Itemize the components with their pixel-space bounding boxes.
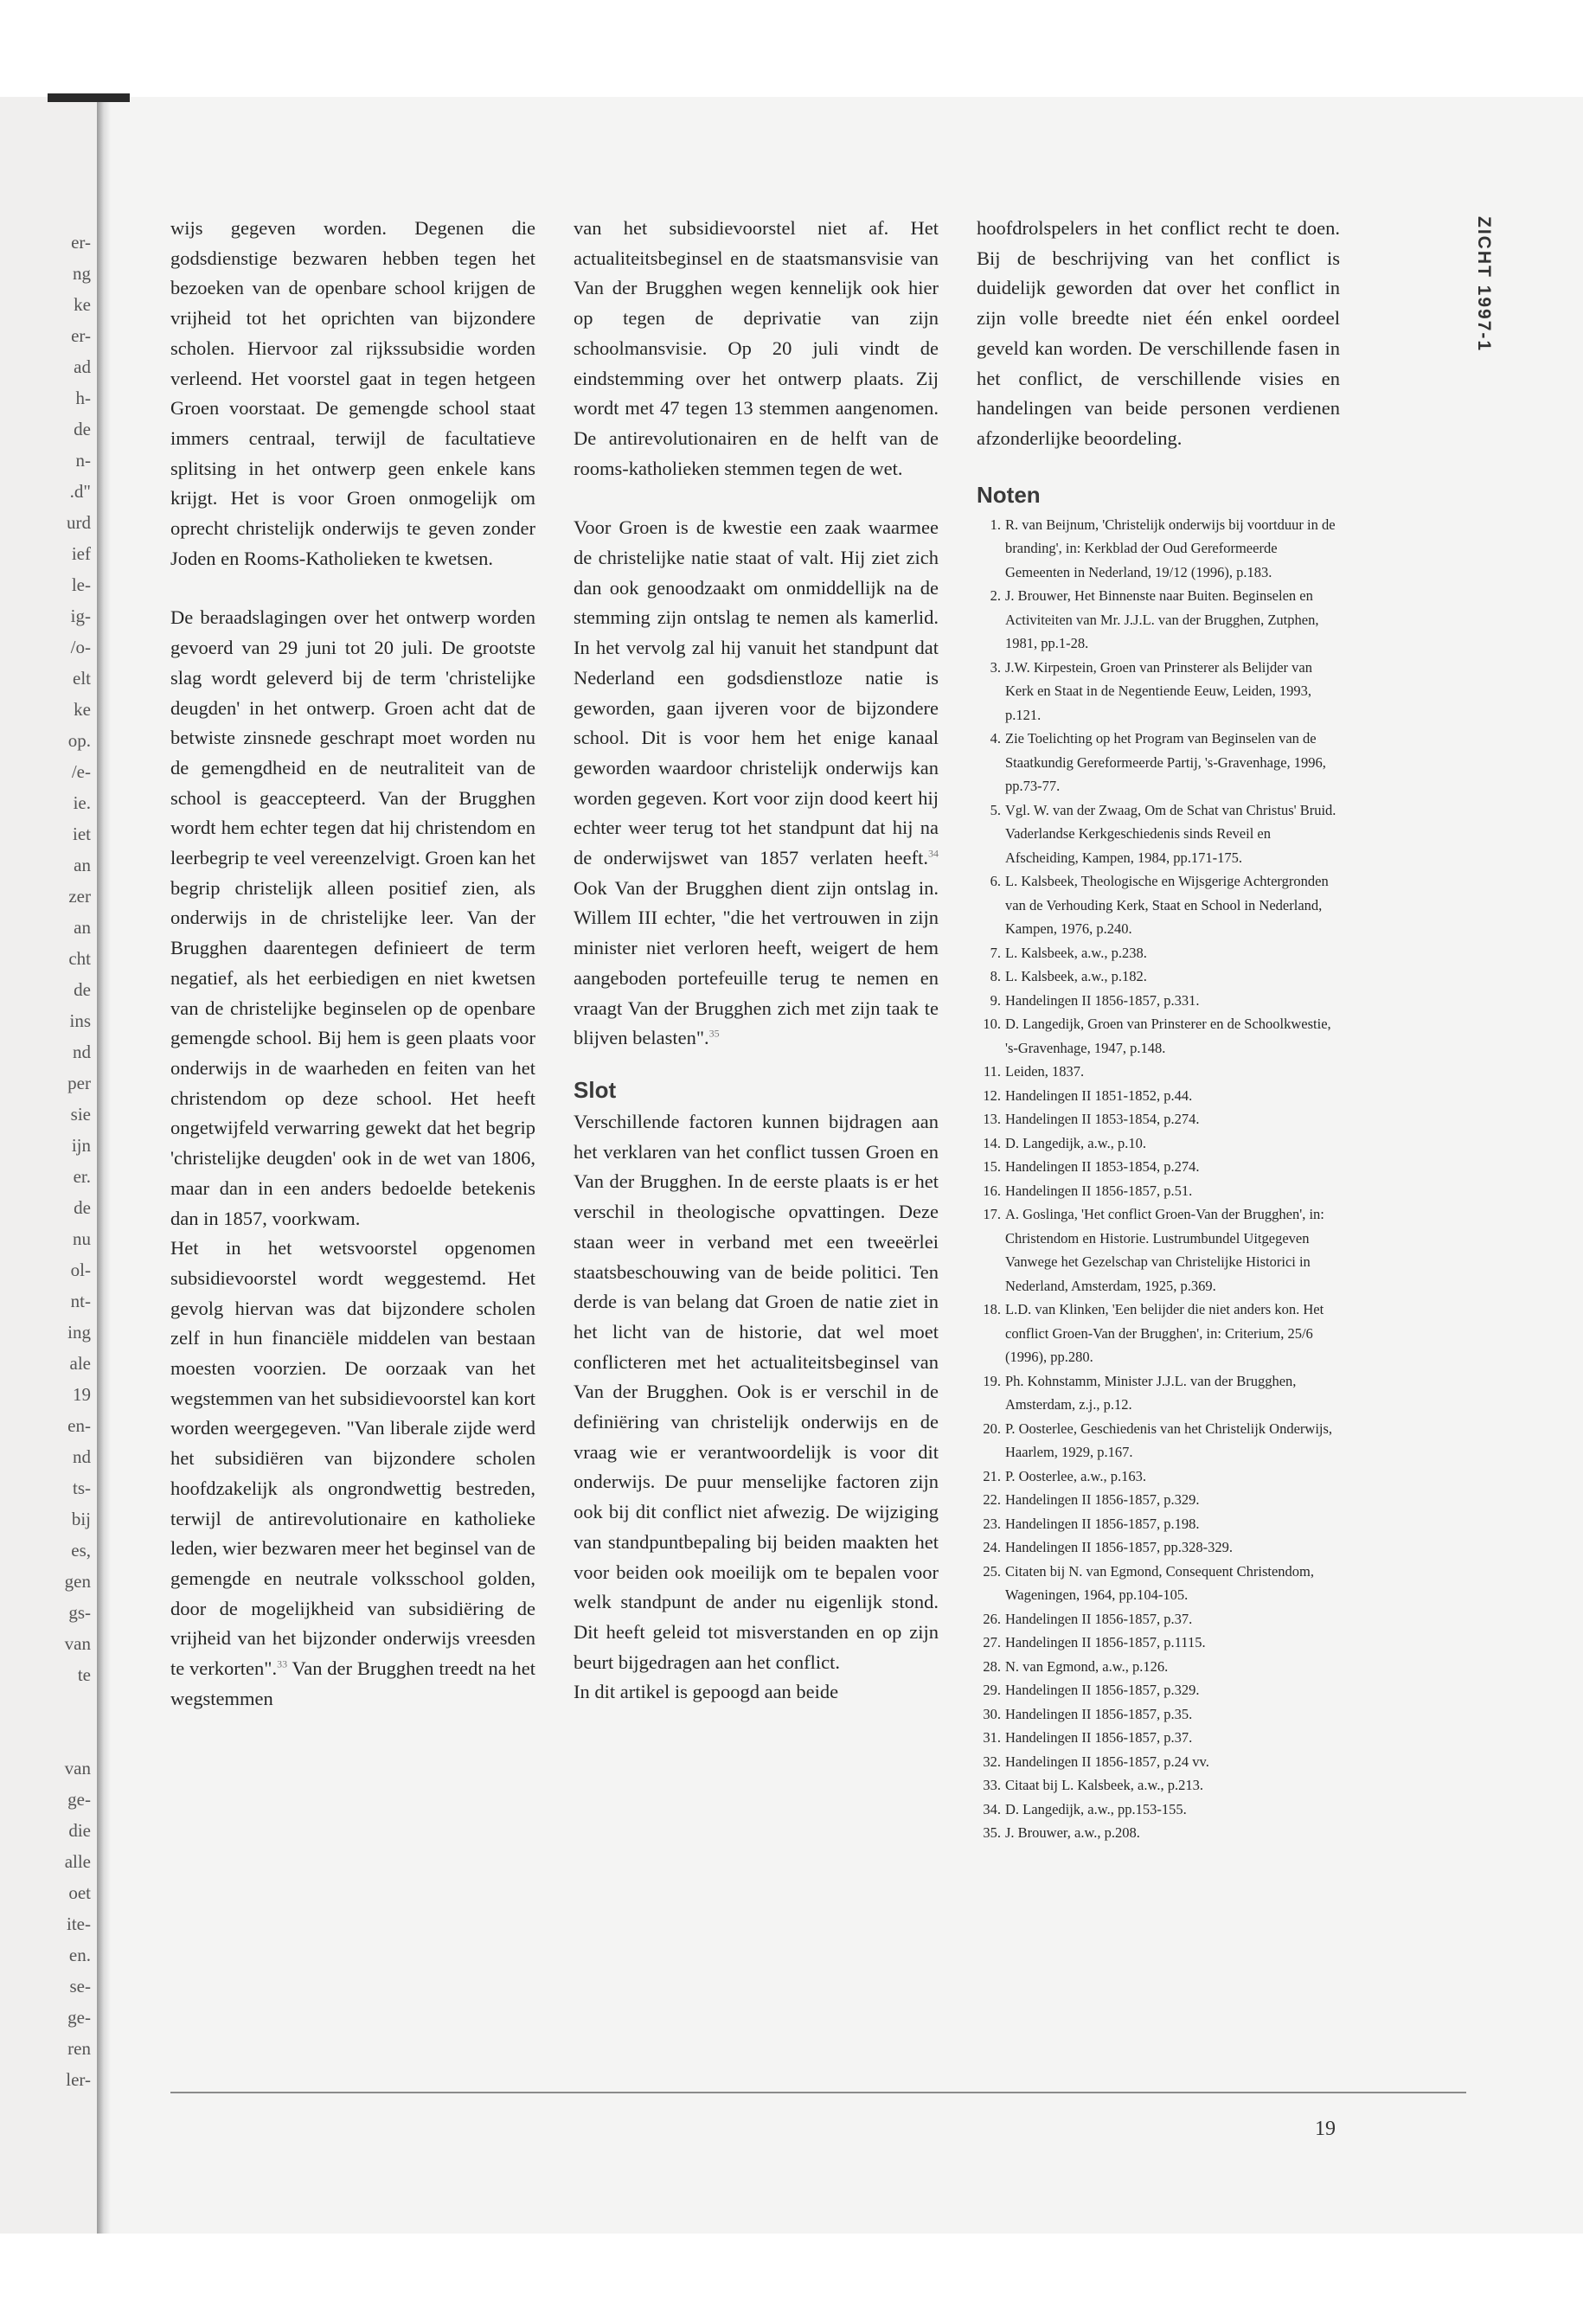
note-number: 11. — [983, 1063, 1001, 1080]
previous-page-fragment: h- — [75, 388, 91, 408]
previous-page-fragment: ijn — [71, 1135, 91, 1156]
note-number: 27. — [983, 1634, 1001, 1651]
note-item — [977, 1060, 1340, 1084]
note-item — [977, 1535, 1340, 1560]
note-item — [977, 1678, 1340, 1702]
note-number: 18. — [983, 1301, 1001, 1318]
note-number: 8. — [990, 968, 1001, 985]
previous-page-fragment: .d" — [69, 481, 91, 502]
note-text: Handelingen II 1856-1857, p.1115. — [1005, 1634, 1206, 1651]
previous-page-fragment: de — [74, 419, 91, 439]
paragraph: De beraadslagingen over het ontwerp worden gevoerd van 29 juni tot 20 juli. De grootste slag wordt geleverd bij de term 'christelijke deugden' in het ontwerp. Groen acht dat de betwiste zinsnede geschrapt moet worden nu de gemengdheid en de neutraliteit van de school is geaccepteerd. Van der Brugghen wordt hem echter tegen dat hij christendom en leerbegrip te veel vereenzelvigt. Groen kan het begrip christelijk alleen positief zien, als onderwijs in de christelijke leer. Van der Brugghen daarentegen definieert de term negatief, als het eerbiedigen en niet kwetsen van de christelijke beginselen op de openbare gemengde school. Bij hem is geen plaats voor onderwijs in de waarheden en feiten van het christendom op deze school. Het heeft ongetwijfeld verwarring gewekt dat het begrip 'christelijke deugden' ook in de wet van 1806, maar dan in een anders bedoelde betekenis dan in 1857, voorkwam. — [170, 606, 535, 1229]
note-number: 14. — [983, 1134, 1001, 1151]
note-item — [977, 1488, 1340, 1512]
previous-page-fragment: de — [74, 979, 91, 1000]
running-head: ZICHT 1997-1 — [1474, 216, 1494, 353]
previous-page-fragment: de — [74, 1197, 91, 1218]
note-item — [977, 1369, 1340, 1417]
previous-page-fragment: se- — [69, 1976, 91, 1997]
note-number: 35. — [983, 1824, 1001, 1842]
note-number: 20. — [983, 1420, 1001, 1437]
note-item — [977, 1084, 1340, 1108]
paragraph — [170, 1234, 535, 1714]
note-text: Handelingen II 1856-1857, p.329. — [1005, 1682, 1200, 1699]
previous-page-fragment: ler- — [66, 2069, 91, 2090]
previous-page-fragment: nd — [73, 1446, 91, 1467]
previous-page-fragment: cht — [68, 948, 91, 969]
note-item — [977, 727, 1340, 798]
previous-page-fragment: ke — [74, 294, 91, 315]
note-number: 32. — [983, 1753, 1001, 1770]
note-number: 12. — [983, 1086, 1001, 1104]
note-item — [977, 965, 1340, 989]
previous-page-fragment: die — [68, 1820, 91, 1841]
note-text: Handelingen II 1851-1852, p.44. — [1005, 1086, 1193, 1104]
note-item — [977, 1417, 1340, 1465]
note-item — [977, 1560, 1340, 1607]
note-item — [977, 1607, 1340, 1631]
note-item — [977, 1179, 1340, 1203]
previous-page-fragment: nu — [73, 1228, 91, 1249]
note-text: Handelingen II 1853-1854, p.274. — [1005, 1111, 1200, 1128]
previous-page-fragment: iet — [73, 824, 91, 844]
note-text: L. Kalsbeek, Theologische en Wijsgerige Achtergronden van de Verhouding Kerk, Staat en School in Nederland, Kampen, 1976, p.240. — [1005, 873, 1329, 938]
section-heading-slot: Slot — [574, 1076, 617, 1103]
previous-page-edge — [0, 97, 99, 2234]
previous-page-fragment: van — [64, 1758, 91, 1779]
note-text: P. Oosterlee, Geschiedenis van het Christelijk Onderwijs, Haarlem, 1929, p.167. — [1005, 1420, 1333, 1461]
previous-page-fragment: /o- — [70, 637, 91, 657]
note-number: 1. — [990, 516, 1001, 533]
note-text: P. Oosterlee, a.w., p.163. — [1005, 1467, 1146, 1484]
note-text: Handelingen II 1856-1857, p.37. — [1005, 1610, 1193, 1627]
footer-rule — [170, 2092, 1466, 2093]
note-text: L. Kalsbeek, a.w., p.182. — [1005, 968, 1147, 985]
previous-page-fragment: er- — [71, 325, 91, 346]
book-fold — [97, 97, 111, 2234]
notes-list — [977, 513, 1340, 1845]
previous-page-fragment: ge- — [67, 1789, 91, 1810]
note-number: 33. — [983, 1777, 1001, 1794]
previous-page-fragment: ite- — [67, 1913, 91, 1934]
note-item — [977, 1298, 1340, 1369]
note-number: 10. — [983, 1016, 1001, 1033]
note-text: D. Langedijk, a.w., p.10. — [1005, 1134, 1146, 1151]
note-number: 24. — [983, 1539, 1001, 1556]
note-number: 21. — [983, 1467, 1001, 1484]
previous-page-fragment: ts- — [73, 1477, 91, 1498]
previous-page-fragment: er- — [71, 232, 91, 253]
note-text: Handelingen II 1853-1854, p.274. — [1005, 1158, 1200, 1176]
previous-page-fragment: ol- — [70, 1259, 91, 1280]
note-item — [977, 1726, 1340, 1750]
note-number: 19. — [983, 1372, 1001, 1389]
previous-page-fragment: ing — [67, 1322, 91, 1343]
note-text: Vgl. W. van der Zwaag, Om de Schat van Christus' Bruid. Vaderlandse Kerkgeschiedenis sinds Reveil en Afscheiding, Kampen, 1984, pp.171-175. — [1005, 801, 1336, 866]
previous-page-fragment: te — [77, 1664, 91, 1685]
paragraph — [574, 513, 939, 1054]
note-item — [977, 1631, 1340, 1655]
previous-page-fragment: er. — [73, 1166, 91, 1187]
previous-page-fragment: ng — [73, 263, 91, 284]
note-item — [977, 513, 1340, 585]
previous-page-fragment: ad — [74, 356, 91, 377]
paragraph-text: Ook Van der Brugghen dient zijn ontslag in. Willem III echter, "die het vertrouwen in zijn minister niet verloren heeft, weigert de hem aangeboden portefeuille terug te nemen en vraagt Van der Brugghen zich met zijn taak te blijven belasten". — [574, 876, 939, 1049]
footnote-ref: 35 — [708, 1027, 720, 1040]
note-text: Handelingen II 1856-1857, p.51. — [1005, 1182, 1193, 1199]
paragraph: van het subsidievoorstel niet af. Het actualiteitsbeginsel en de staatsmansvisie van Van der Brugghen wegen kennelijk ook hier op tegen de deprivatie van zijn schoolmansvisie. Op 20 juli vindt de eindstemming over het ontwerp plaats. Zij wordt met 47 tegen 13 stemmen aangenomen. De antirevolutionairen en de helft van de rooms-katholieken stemmen tegen de wet. — [574, 217, 939, 479]
previous-page-fragment: en. — [68, 1945, 91, 1965]
note-number: 25. — [983, 1562, 1001, 1580]
note-text: Handelingen II 1856-1857, p.198. — [1005, 1515, 1200, 1532]
note-item — [977, 1702, 1340, 1727]
paragraph: Verschillende factoren kunnen bijdragen aan het verklaren van het conflict tussen Groen en Van der Brugghen. In de eerste plaats is er het verschil in theologische opvattingen. Deze staan weer in verband met een tweeërlei staatsbeschouwing van de beide politici. Ten derde is van belang dat Groen de natie ziet in het licht van de historie, dat wel moet conflicteren met het actualiteitsbeginsel van Van der Brugghen. Ook is er verschil in de definiëring van christelijk onderwijs en de vraag wie er verantwoordelijk is voor dit onderwijs. De puur menselijke factoren zijn ook bij dit conflict niet afwezig. De wijziging van standpuntbepaling bij beiden maakten het voor beiden ook moeilijk om te bepalen voor welk standpunt de ander nu eigenlijk stond. Dit heeft geleid tot misverstanden en op zijn beurt bijgedragen aan het conflict. — [574, 1110, 939, 1673]
previous-page-fragment: nd — [73, 1042, 91, 1062]
previous-page-fragment: ins — [69, 1010, 91, 1031]
note-number: 30. — [983, 1705, 1001, 1722]
note-text: J.W. Kirpestein, Groen van Prinsterer als Belijder van Kerk en Staat in de Negentiende Eeuw, Leiden, 1993, p.121. — [1005, 658, 1312, 723]
note-item — [977, 869, 1340, 941]
note-number: 7. — [990, 944, 1001, 961]
note-item — [977, 1155, 1340, 1179]
previous-page-fragment: op. — [67, 730, 91, 751]
notes-heading: Noten — [977, 481, 1041, 508]
note-number: 23. — [983, 1515, 1001, 1532]
paragraph: In dit artikel is gepoogd aan beide — [574, 1681, 839, 1703]
previous-page-fragment: ale — [69, 1353, 91, 1374]
note-text: Handelingen II 1856-1857, p.329. — [1005, 1491, 1200, 1509]
previous-page-fragment: nt- — [70, 1291, 91, 1311]
note-number: 16. — [983, 1182, 1001, 1199]
note-text: J. Brouwer, a.w., p.208. — [1005, 1824, 1140, 1842]
note-text: A. Goslinga, 'Het conflict Groen-Van der Brugghen', in: Christendom en Historie. Lustrumbundel Uitgegeven Vanwege het Gezelschap van Christelijke Historici in Nederland, Amsterdam, 1925, p.369. — [1005, 1206, 1324, 1294]
note-number: 15. — [983, 1158, 1001, 1176]
note-text: N. van Egmond, a.w., p.126. — [1005, 1657, 1169, 1675]
previous-page-fragment: van — [64, 1633, 91, 1654]
previous-page-fragment: urd — [67, 512, 91, 533]
previous-page-fragment: n- — [75, 450, 91, 471]
note-text: Citaten bij N. van Egmond, Consequent Christendom, Wageningen, 1964, pp.104-105. — [1005, 1562, 1315, 1604]
note-text: L.D. van Klinken, 'Een belijder die niet anders kon. Het conflict Groen-Van der Brugghen', in: Criterium, 25/6 (1996), pp.280. — [1005, 1301, 1324, 1366]
note-item — [977, 1465, 1340, 1489]
previous-page-fragment: ke — [74, 699, 91, 720]
previous-page-fragment: alle — [64, 1851, 91, 1872]
previous-page-fragment: an — [74, 917, 91, 938]
note-text: L. Kalsbeek, a.w., p.238. — [1005, 944, 1147, 961]
note-number: 9. — [990, 991, 1001, 1009]
note-item — [977, 1750, 1340, 1774]
note-text: D. Langedijk, a.w., pp.153-155. — [1005, 1800, 1187, 1817]
note-number: 31. — [983, 1729, 1001, 1747]
previous-page-fragment: /e- — [71, 761, 91, 782]
note-text: R. van Beijnum, 'Christelijk onderwijs bij voortduur in de branding', in: Kerkblad der Oud Gereformeerde Gemeenten in Nederland, 19/12 (1996), p.183. — [1005, 516, 1336, 580]
previous-page-fragment: ief — [71, 543, 91, 564]
note-item — [977, 1798, 1340, 1822]
paragraph-text: Het in het wetsvoorstel opgenomen subsidievoorstel wordt weggestemd. Het gevolg hiervan was dat bijzondere scholen zelf in hun financiële middelen van bestaan moesten voorzien. De oorzaak van het wegstemmen van het subsidievoorstel kan kort worden weergegeven. "Van liberale zijde werd het subsidiëren van bijzondere scholen hoofdzakelijk als ongrondwettig bestreden, terwijl de antirevolutionaire en katholieke leden, wier bezwaren meer het beginsel van de gemengde en neutrale volksschool golden, door de mogelijkheid van subsidiëring de vrijheid van het bijzonder onderwijs vreesden te verkorten". — [170, 1237, 535, 1680]
note-text: D. Langedijk, Groen van Prinsterer en de Schoolkwestie, 's-Gravenhage, 1947, p.148. — [1005, 1016, 1331, 1056]
note-number: 3. — [990, 658, 1001, 676]
note-number: 26. — [983, 1610, 1001, 1627]
previous-page-fragment: per — [67, 1073, 91, 1093]
paragraph: hoofdrolspelers in het conflict recht te doen. Bij de beschrijving van het conflict is duidelijk geworden dat over het conflict in zijn volle breedte niet één enkel oordeel geveld kan worden. De verschillende fasen in het conflict, de verschillende visies en handelingen van beide personen verdienen afzonderlijke beoordeling. — [977, 217, 1340, 449]
note-text: Ph. Kohnstamm, Minister J.J.L. van der Brugghen, Amsterdam, z.j., p.12. — [1005, 1372, 1297, 1413]
previous-page-fragment: ge- — [67, 2007, 91, 2028]
previous-page-fragment: gs- — [68, 1602, 91, 1623]
note-item — [977, 1107, 1340, 1131]
note-text: Handelingen II 1856-1857, p.35. — [1005, 1705, 1193, 1722]
note-number: 4. — [990, 730, 1001, 747]
note-item — [977, 1012, 1340, 1060]
paragraph-text: Voor Groen is de kwestie een zaak waarmee de christelijke natie staat of valt. Hij ziet zich dan ook genoodzaakt om onmiddellijk na de stemming zijn ontslag te nemen als kamerlid. In het vervolg zal hij vanuit het standpunt dat Nederland een godsdienstloze natie is geworden, gaan ijveren voor de bijzondere school. Dit is voor hem het enige kanaal geworden waardoor christelijk onderwijs kan worden gegeven. Kort voor zijn dood keert hij echter weer terug tot het standpunt dat hij na de onderwijswet van 1857 verlaten heeft. — [574, 516, 939, 869]
previous-page-fragment: ren — [67, 2038, 91, 2059]
note-number: 34. — [983, 1800, 1001, 1817]
note-item — [977, 941, 1340, 965]
paragraph-text: Van der Brugghen treedt na het wegstemmen — [170, 1657, 535, 1709]
note-item — [977, 584, 1340, 656]
previous-page-fragment: ig- — [70, 606, 91, 626]
note-item — [977, 1202, 1340, 1298]
note-text: J. Brouwer, Het Binnenste naar Buiten. Beginselen en Activiteiten van Mr. J.J.L. van der Brugghen, Zutphen, 1981, pp.1-28. — [1005, 587, 1319, 652]
note-item — [977, 798, 1340, 870]
previous-page-fragment: es, — [71, 1540, 91, 1561]
note-number: 22. — [983, 1491, 1001, 1509]
note-item — [977, 656, 1340, 727]
note-text: Citaat bij L. Kalsbeek, a.w., p.213. — [1005, 1777, 1203, 1794]
previous-page-fragment: sie — [70, 1104, 91, 1125]
note-text: Handelingen II 1856-1857, p.24 vv. — [1005, 1753, 1209, 1770]
note-item — [977, 1773, 1340, 1798]
previous-page-fragment: 19 — [73, 1384, 91, 1405]
note-text: Handelingen II 1856-1857, pp.328-329. — [1005, 1539, 1234, 1556]
note-item — [977, 1512, 1340, 1536]
note-item — [977, 1131, 1340, 1156]
note-text: Zie Toelichting op het Program van Beginselen van de Staatkundig Gereformeerde Partij, 's-Gravenhage, 1996, pp.73-77. — [1005, 730, 1326, 795]
note-text: Leiden, 1837. — [1005, 1063, 1085, 1080]
paragraph: wijs gegeven worden. Degenen die godsdienstige bezwaren hebben tegen het bezoeken van de openbare school krijgen de vrijheid tot het oprichten van bijzondere scholen. Hiervoor zal rijkssubsidie worden verleend. Het voorstel gaat in tegen hetgeen Groen voorstaat. De gemengde school staat immers centraal, terwijl de facultatieve splitsing in het ontwerp geen enkele kans krijgt. Het is voor Groen onmogelijk om oprecht christelijk onderwijs te geven zonder Joden en Rooms-Katholieken te kwetsen. — [170, 217, 535, 569]
note-text: Handelingen II 1856-1857, p.331. — [1005, 991, 1200, 1009]
text-column-3 — [977, 214, 1340, 1845]
note-item — [977, 989, 1340, 1013]
text-column-1 — [170, 214, 535, 1714]
page-number: 19 — [1315, 2118, 1336, 2140]
previous-page-fragment: en- — [67, 1415, 91, 1436]
note-number: 28. — [983, 1657, 1001, 1675]
note-number: 5. — [990, 801, 1001, 818]
previous-page-fragment: elt — [73, 668, 91, 689]
note-text: Handelingen II 1856-1857, p.37. — [1005, 1729, 1193, 1747]
note-item — [977, 1821, 1340, 1845]
note-item — [977, 1655, 1340, 1679]
footnote-ref: 33 — [277, 1657, 288, 1670]
previous-page-fragment: bij — [71, 1509, 91, 1529]
fold-marker — [48, 93, 130, 102]
previous-page-fragment: oet — [68, 1882, 91, 1903]
text-column-2 — [574, 214, 939, 1708]
note-number: 29. — [983, 1682, 1001, 1699]
footnote-ref: 34 — [928, 847, 939, 860]
previous-page-fragment: gen — [64, 1571, 91, 1592]
note-number: 2. — [990, 587, 1001, 605]
previous-page-fragment: zer — [68, 886, 91, 907]
note-number: 17. — [983, 1206, 1001, 1223]
note-number: 13. — [983, 1111, 1001, 1128]
previous-page-fragment: le- — [71, 574, 91, 595]
previous-page-fragment: an — [74, 855, 91, 875]
note-number: 6. — [990, 873, 1001, 890]
previous-page-fragment: ie. — [73, 792, 91, 813]
